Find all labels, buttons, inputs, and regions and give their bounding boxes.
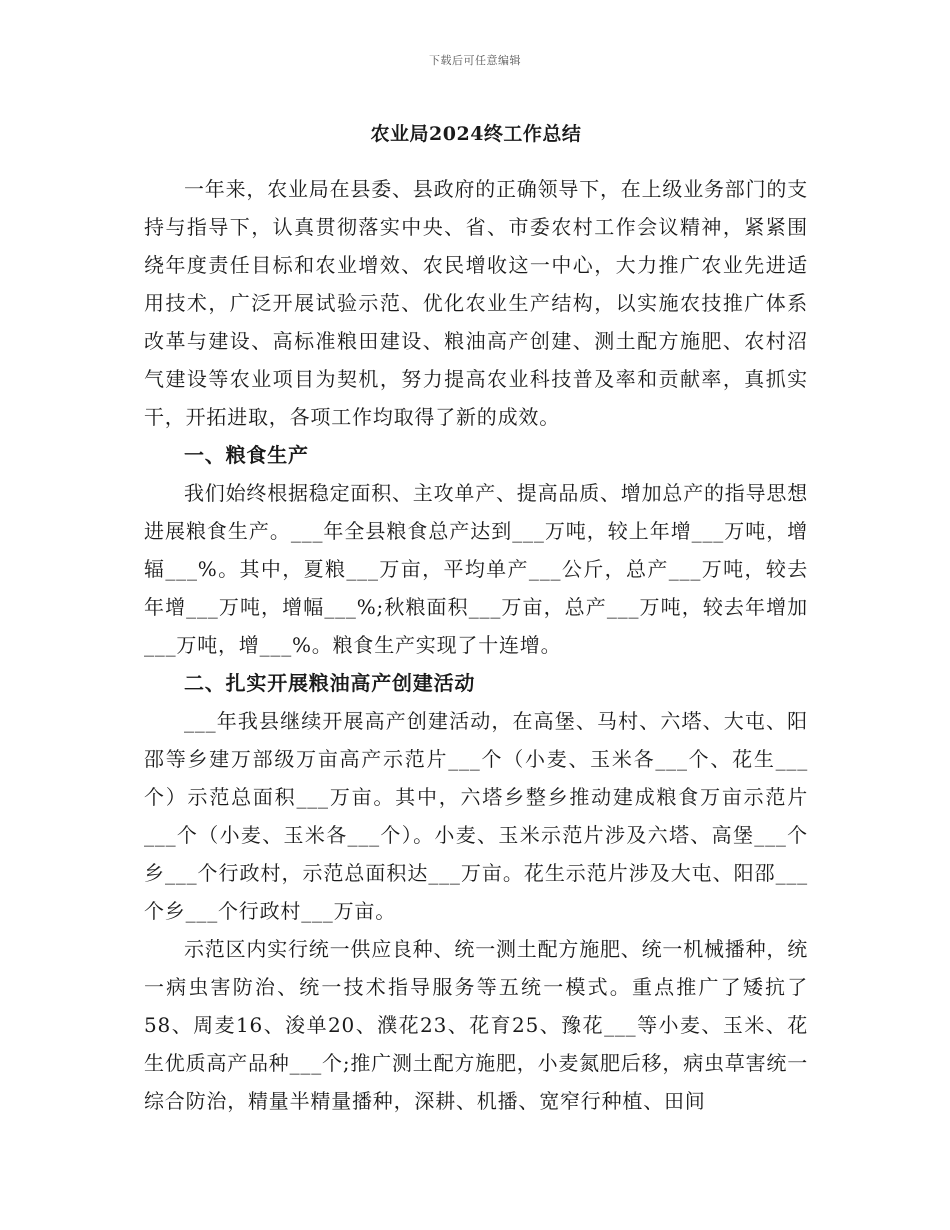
page-header-note: 下载后可任意编辑 [429, 54, 521, 67]
grain-production-paragraph: 我们始终根据稳定面积、主攻单产、提高品质、增加总产的指导思想进展粮食生产。___年全县粮食总产达到___万吨，较上年增___万吨，增辐___%。其中，夏粮___万亩，平均单产___公斤，总产___万吨，较去年增___万吨，增幅___%;秋粮面积___万亩，总产___万吨，较去年增加___万吨，增___%。粮食生产实现了十连增。 [144, 481, 808, 657]
intro-paragraph: 一年来，农业局在县委、县政府的正确领导下，在上级业务部门的支持与指导下，认真贯彻落实中央、省、市委农村工作会议精神，紧紧围绕年度责任目标和农业增效、农民增收这一中心，大力推广农业先进适用技术，广泛开展试验示范、优化农业生产结构，以实施农技推广体系改革与建设、高标准粮田建设、粮油高产创建、测土配方施肥、农村沼气建设等农业项目为契机，努力提高农业科技普及率和贡献率，真抓实干，开拓进取，各项工作均取得了新的成效。 [144, 177, 808, 429]
document-body [144, 120, 808, 1120]
high-yield-paragraph-2: 示范区内实行统一供应良种、统一测土配方施肥、统一机械播种，统一病虫害防治、统一技术指导服务等五统一模式。重点推广了矮抗了58、周麦16、浚单20、濮花23、花育25、豫花___等小麦、玉米、花生优质高产品种___个;推广测土配方施肥，小麦氮肥后移，病虫草害统一综合防治，精量半精量播种，深耕、机播、宽窄行种植、田间 [144, 937, 808, 1113]
section-heading-high-yield: 二、扎实开展粮油高产创建活动 [184, 671, 476, 695]
section-heading-grain-production: 一、粮食生产 [184, 443, 309, 467]
high-yield-paragraph-1: ___年我县继续开展高产创建活动，在高堡、马村、六塔、大屯、阳邵等乡建万部级万亩高产示范片___个（小麦、玉米各___个、花生___个）示范总面积___万亩。其中，六塔乡整乡推动建成粮食万亩示范片___个（小麦、玉米各___个）。小麦、玉米示范片涉及六塔、高堡___个乡___个行政村，示范总面积达___万亩。花生示范片涉及大屯、阳邵___个乡___个行政村___万亩。 [144, 709, 808, 923]
document-title: 农业局2024终工作总结 [370, 123, 582, 145]
